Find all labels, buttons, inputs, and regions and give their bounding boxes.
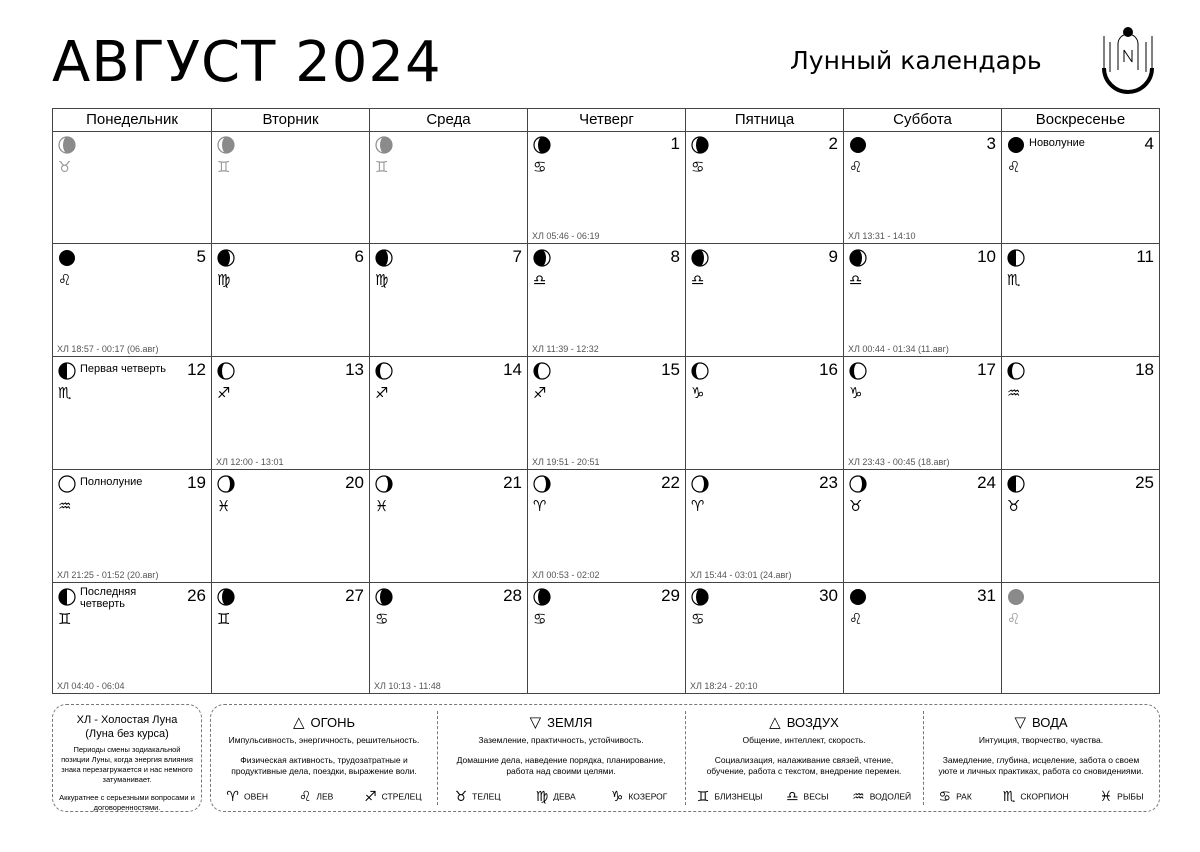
zodiac-sign-icon: ♉ <box>849 497 863 515</box>
phase-label: Первая четверть <box>80 363 166 375</box>
page-subtitle: Лунный календарь <box>790 46 1042 75</box>
moon-phase-icon <box>533 588 551 606</box>
calendar-grid <box>52 108 1160 694</box>
element-description: Социализация, налаживание связей, чтение, обучение, работа с текстом, внедрение перемен. <box>706 755 902 776</box>
weekday-7: Воскресенье <box>1001 109 1159 131</box>
moon-phase-icon <box>58 362 76 380</box>
zodiac-name: КОЗЕРОГ <box>628 791 668 802</box>
moon-phase-icon <box>533 136 551 154</box>
zodiac-sign-icon: ♉ <box>454 789 468 805</box>
day-cell <box>685 243 843 356</box>
moon-phase-icon <box>375 136 393 154</box>
zodiac-legend-item <box>1100 789 1144 805</box>
void-of-course-time: ХЛ 18:57 - 00:17 (06.авг) <box>57 344 159 354</box>
zodiac-legend-item <box>299 789 333 805</box>
zodiac-sign-icon: ♈ <box>226 789 239 805</box>
void-of-course-time: ХЛ 19:51 - 20:51 <box>532 457 600 467</box>
weekday-1: Понедельник <box>86 111 178 128</box>
zodiac-legend-item <box>697 789 763 805</box>
day-cell <box>1001 243 1159 356</box>
day-cell <box>369 356 527 469</box>
day-cell <box>843 131 1001 243</box>
day-cell <box>53 582 211 693</box>
day-number: 25 <box>1135 473 1154 492</box>
day-number: 30 <box>819 586 838 605</box>
zodiac-sign-icon: ♊ <box>58 610 72 628</box>
zodiac-sign-icon: ♎ <box>691 271 705 289</box>
logo-icon <box>1098 22 1158 94</box>
zodiac-sign-icon: ♍ <box>375 271 389 289</box>
day-number: 10 <box>977 247 996 266</box>
zodiac-name: РАК <box>956 791 972 802</box>
day-cell <box>1001 131 1159 243</box>
moon-phase-icon <box>533 475 551 493</box>
zodiac-sign-icon: ♍ <box>217 271 231 289</box>
element-description: Замедление, глубина, исцеление, забота о своем уюте и личных практиках, работа со сновидениями. <box>938 755 1144 776</box>
day-number: 28 <box>503 586 522 605</box>
zodiac-sign-icon: ♊ <box>217 610 231 628</box>
zodiac-name: БЛИЗНЕЦЫ <box>714 791 763 802</box>
element-name: ОГОНЬ <box>310 715 355 730</box>
element-keywords: Общение, интеллект, скорость. <box>742 735 866 745</box>
moon-phase-icon <box>217 588 235 606</box>
day-number: 26 <box>187 586 206 605</box>
element-name: ВОДА <box>1032 715 1068 730</box>
zodiac-legend-item <box>611 789 668 805</box>
element-symbol-icon: ▽ <box>529 714 542 731</box>
moon-phase-icon <box>691 362 709 380</box>
zodiac-sign-icon: ♌ <box>1007 610 1021 628</box>
zodiac-sign-icon: ♑ <box>691 384 705 402</box>
zodiac-sign-icon: ♈ <box>533 497 547 515</box>
day-number: 15 <box>661 360 680 379</box>
day-cell <box>843 356 1001 469</box>
zodiac-sign-icon: ♏ <box>1002 789 1016 805</box>
moon-phase-icon <box>1007 249 1025 267</box>
zodiac-sign-icon: ♉ <box>1007 497 1021 515</box>
zodiac-name: ДЕВА <box>553 791 576 802</box>
zodiac-sign-icon: ♈ <box>691 497 705 515</box>
moon-phase-icon <box>849 362 867 380</box>
void-of-course-time: ХЛ 04:40 - 06:04 <box>57 681 125 691</box>
void-of-course-time: ХЛ 11:39 - 12:32 <box>532 344 599 354</box>
zodiac-legend-item <box>939 789 972 805</box>
zodiac-sign-icon: ♌ <box>849 158 863 176</box>
moon-phase-icon <box>1007 362 1025 380</box>
zodiac-sign-icon: ♋ <box>533 158 547 176</box>
zodiac-sign-icon: ♏ <box>58 384 72 402</box>
zodiac-sign-icon: ♋ <box>691 158 705 176</box>
zodiac-legend-item <box>786 789 829 805</box>
zodiac-sign-icon: ♍ <box>535 789 549 805</box>
zodiac-legend-item <box>226 789 268 805</box>
moon-phase-icon <box>217 475 235 493</box>
zodiac-sign-icon: ♐ <box>533 384 547 402</box>
void-of-course-time: ХЛ 21:25 - 01:52 (20.авг) <box>57 570 159 580</box>
zodiac-name: ОВЕН <box>243 791 269 802</box>
day-cell <box>211 582 369 693</box>
zodiac-sign-icon: ♑ <box>849 384 863 402</box>
day-cell <box>685 131 843 243</box>
void-of-course-legend <box>52 704 202 812</box>
day-number: 11 <box>1136 247 1154 266</box>
day-cell <box>1001 582 1159 693</box>
day-number: 18 <box>1135 360 1154 379</box>
moon-phase-icon <box>691 249 709 267</box>
element-description: Физическая активность, трудозатратные и продуктивные дела, поездки, выражение воли. <box>231 755 417 776</box>
day-cell <box>1001 469 1159 582</box>
zodiac-name: СТРЕЛЕЦ <box>381 791 422 802</box>
moon-phase-icon <box>1007 475 1025 493</box>
day-number: 1 <box>670 134 680 153</box>
element-divider <box>923 711 924 805</box>
zodiac-sign-icon: ♊ <box>375 158 389 176</box>
weekday-4: Четверг <box>527 109 685 131</box>
zodiac-name: РЫБЫ <box>1117 791 1144 802</box>
zodiac-sign-icon: ♌ <box>298 789 312 805</box>
day-number: 6 <box>354 247 364 266</box>
day-cell <box>527 243 685 356</box>
day-cell <box>211 356 369 469</box>
phase-label: Последняя четверть <box>80 586 137 610</box>
day-cell <box>1001 356 1159 469</box>
day-cell <box>685 469 843 582</box>
zodiac-sign-icon: ♊ <box>696 789 710 805</box>
element-3 <box>685 705 923 811</box>
void-of-course-time: ХЛ 10:13 - 11:48 <box>374 681 441 691</box>
day-number: 19 <box>187 473 206 492</box>
day-number: 16 <box>819 360 838 379</box>
day-cell <box>843 243 1001 356</box>
day-cell <box>53 131 211 243</box>
zodiac-name: ВЕСЫ <box>803 791 829 802</box>
day-number: 13 <box>345 360 364 379</box>
day-number: 12 <box>187 360 206 379</box>
zodiac-legend-item <box>455 789 501 805</box>
moon-phase-icon <box>1007 588 1025 606</box>
legend-heading-sub: (Луна без курса) <box>85 728 169 740</box>
element-description: Домашние дела, наведение порядка, планирование, работа над своими целями. <box>456 755 666 776</box>
void-of-course-time: ХЛ 13:31 - 14:10 <box>848 231 916 241</box>
day-cell <box>211 243 369 356</box>
void-of-course-time: ХЛ 18:24 - 20:10 <box>690 681 758 691</box>
zodiac-legend-item <box>364 789 422 805</box>
zodiac-sign-icon: ♒ <box>58 497 72 515</box>
moon-phase-icon <box>58 588 76 606</box>
legend-text: Периоды смены зодиакальной позиции Луны, когда энергия влияния знака перезагружается и нас немного затуманивает. <box>61 745 193 784</box>
zodiac-sign-icon: ♎ <box>785 789 799 805</box>
day-cell <box>843 469 1001 582</box>
zodiac-sign-icon: ♐ <box>375 384 389 402</box>
moon-phase-icon <box>849 249 867 267</box>
day-number: 20 <box>345 473 364 492</box>
moon-phase-icon <box>217 249 235 267</box>
void-of-course-time: ХЛ 00:44 - 01:34 (11.авг) <box>848 344 949 354</box>
zodiac-name: ЛЕВ <box>316 791 334 802</box>
element-symbol-icon: ▽ <box>1014 714 1026 731</box>
zodiac-sign-icon: ♉ <box>58 158 72 176</box>
void-of-course-time: ХЛ 12:00 - 13:01 <box>216 457 284 467</box>
day-cell <box>527 356 685 469</box>
moon-phase-icon <box>691 588 709 606</box>
day-number: 14 <box>503 360 522 379</box>
day-number: 24 <box>977 473 996 492</box>
day-cell <box>685 356 843 469</box>
void-of-course-time: ХЛ 23:43 - 00:45 (18.авг) <box>848 457 950 467</box>
zodiac-name: ТЕЛЕЦ <box>472 791 501 802</box>
page-title: АВГУСТ 2024 <box>52 30 442 95</box>
day-cell <box>53 356 211 469</box>
element-keywords: Импульсивность, энергичность, решительность. <box>228 735 420 745</box>
day-cell <box>369 131 527 243</box>
day-cell <box>53 469 211 582</box>
zodiac-sign-icon: ♊ <box>217 158 231 176</box>
day-number: 9 <box>828 247 838 266</box>
day-cell <box>527 131 685 243</box>
day-number: 5 <box>196 247 206 266</box>
zodiac-sign-icon: ♑ <box>610 789 624 805</box>
day-number: 22 <box>661 473 680 492</box>
day-number: 31 <box>977 586 996 605</box>
element-divider <box>685 711 686 805</box>
moon-phase-icon <box>849 136 867 154</box>
day-cell <box>369 582 527 693</box>
moon-phase-icon <box>849 588 867 606</box>
element-2 <box>437 705 685 811</box>
day-cell <box>527 469 685 582</box>
day-number: 3 <box>986 134 996 153</box>
moon-phase-icon <box>375 362 393 380</box>
moon-phase-icon <box>58 136 76 154</box>
zodiac-sign-icon: ♎ <box>849 271 863 289</box>
zodiac-sign-icon: ♒ <box>1007 384 1021 402</box>
zodiac-sign-icon: ♓ <box>1099 789 1113 805</box>
zodiac-sign-icon: ♋ <box>375 610 389 628</box>
day-cell <box>53 243 211 356</box>
zodiac-sign-icon: ♋ <box>533 610 547 628</box>
day-cell <box>211 469 369 582</box>
zodiac-sign-icon: ♋ <box>938 789 952 805</box>
element-4 <box>923 705 1159 811</box>
zodiac-sign-icon: ♒ <box>852 789 865 805</box>
moon-phase-icon <box>58 249 76 267</box>
day-cell <box>211 131 369 243</box>
zodiac-name: СКОРПИОН <box>1020 791 1069 802</box>
zodiac-legend-item <box>1003 789 1069 805</box>
day-cell <box>685 582 843 693</box>
element-keywords: Интуиция, творчество, чувства. <box>978 735 1104 745</box>
weekday-header <box>53 109 1159 132</box>
day-number: 17 <box>977 360 996 379</box>
day-number: 7 <box>512 247 522 266</box>
moon-phase-icon <box>533 249 551 267</box>
day-number: 23 <box>819 473 838 492</box>
zodiac-sign-icon: ♋ <box>691 610 705 628</box>
day-number: 27 <box>345 586 364 605</box>
day-cell <box>527 582 685 693</box>
moon-phase-icon <box>533 362 551 380</box>
moon-phase-icon <box>1007 136 1025 154</box>
day-cell <box>369 243 527 356</box>
phase-label: Полнолуние <box>80 476 143 488</box>
element-1 <box>211 705 437 811</box>
void-of-course-time: ХЛ 05:46 - 06:19 <box>532 231 600 241</box>
phase-label: Новолуние <box>1029 137 1085 149</box>
zodiac-sign-icon: ♌ <box>58 271 72 289</box>
element-symbol-icon: △ <box>293 714 305 731</box>
zodiac-sign-icon: ♏ <box>1007 271 1021 289</box>
moon-phase-icon <box>691 136 709 154</box>
day-number: 2 <box>828 134 838 153</box>
zodiac-sign-icon: ♐ <box>364 789 377 805</box>
elements-legend <box>210 704 1160 812</box>
day-number: 29 <box>661 586 680 605</box>
element-keywords: Заземление, практичность, устойчивость. <box>478 735 644 745</box>
day-number: 21 <box>503 473 522 492</box>
moon-phase-icon <box>217 136 235 154</box>
zodiac-legend-item <box>852 789 911 805</box>
moon-phase-icon <box>375 475 393 493</box>
legend-note: Аккуратнее с серьезными вопросами и договоренностями. <box>59 793 195 812</box>
zodiac-legend-item <box>536 789 576 805</box>
zodiac-sign-icon: ♓ <box>217 497 231 515</box>
day-cell <box>843 582 1001 693</box>
zodiac-sign-icon: ♌ <box>1007 158 1021 176</box>
zodiac-sign-icon: ♎ <box>533 271 547 289</box>
moon-phase-icon <box>58 475 76 493</box>
day-number: 8 <box>670 247 680 266</box>
void-of-course-time: ХЛ 00:53 - 02:02 <box>532 570 600 580</box>
element-name: ВОЗДУХ <box>786 715 839 730</box>
zodiac-sign-icon: ♌ <box>849 610 863 628</box>
element-symbol-icon: △ <box>769 714 781 731</box>
day-cell <box>369 469 527 582</box>
moon-phase-icon <box>375 249 393 267</box>
zodiac-name: ВОДОЛЕЙ <box>869 791 912 802</box>
weekday-2: Вторник <box>211 109 369 131</box>
weekday-6: Суббота <box>843 109 1001 131</box>
moon-phase-icon <box>849 475 867 493</box>
zodiac-sign-icon: ♐ <box>217 384 231 402</box>
weekday-3: Среда <box>369 109 527 131</box>
zodiac-sign-icon: ♓ <box>375 497 389 515</box>
day-number: 4 <box>1144 134 1154 153</box>
element-divider <box>437 711 438 805</box>
moon-phase-icon <box>691 475 709 493</box>
moon-phase-icon <box>375 588 393 606</box>
weekday-5: Пятница <box>685 109 843 131</box>
void-of-course-time: ХЛ 15:44 - 03:01 (24.авг) <box>690 570 792 580</box>
moon-phase-icon <box>217 362 235 380</box>
legend-heading: ХЛ - Холостая Луна <box>76 714 178 726</box>
element-name: ЗЕМЛЯ <box>547 715 593 730</box>
